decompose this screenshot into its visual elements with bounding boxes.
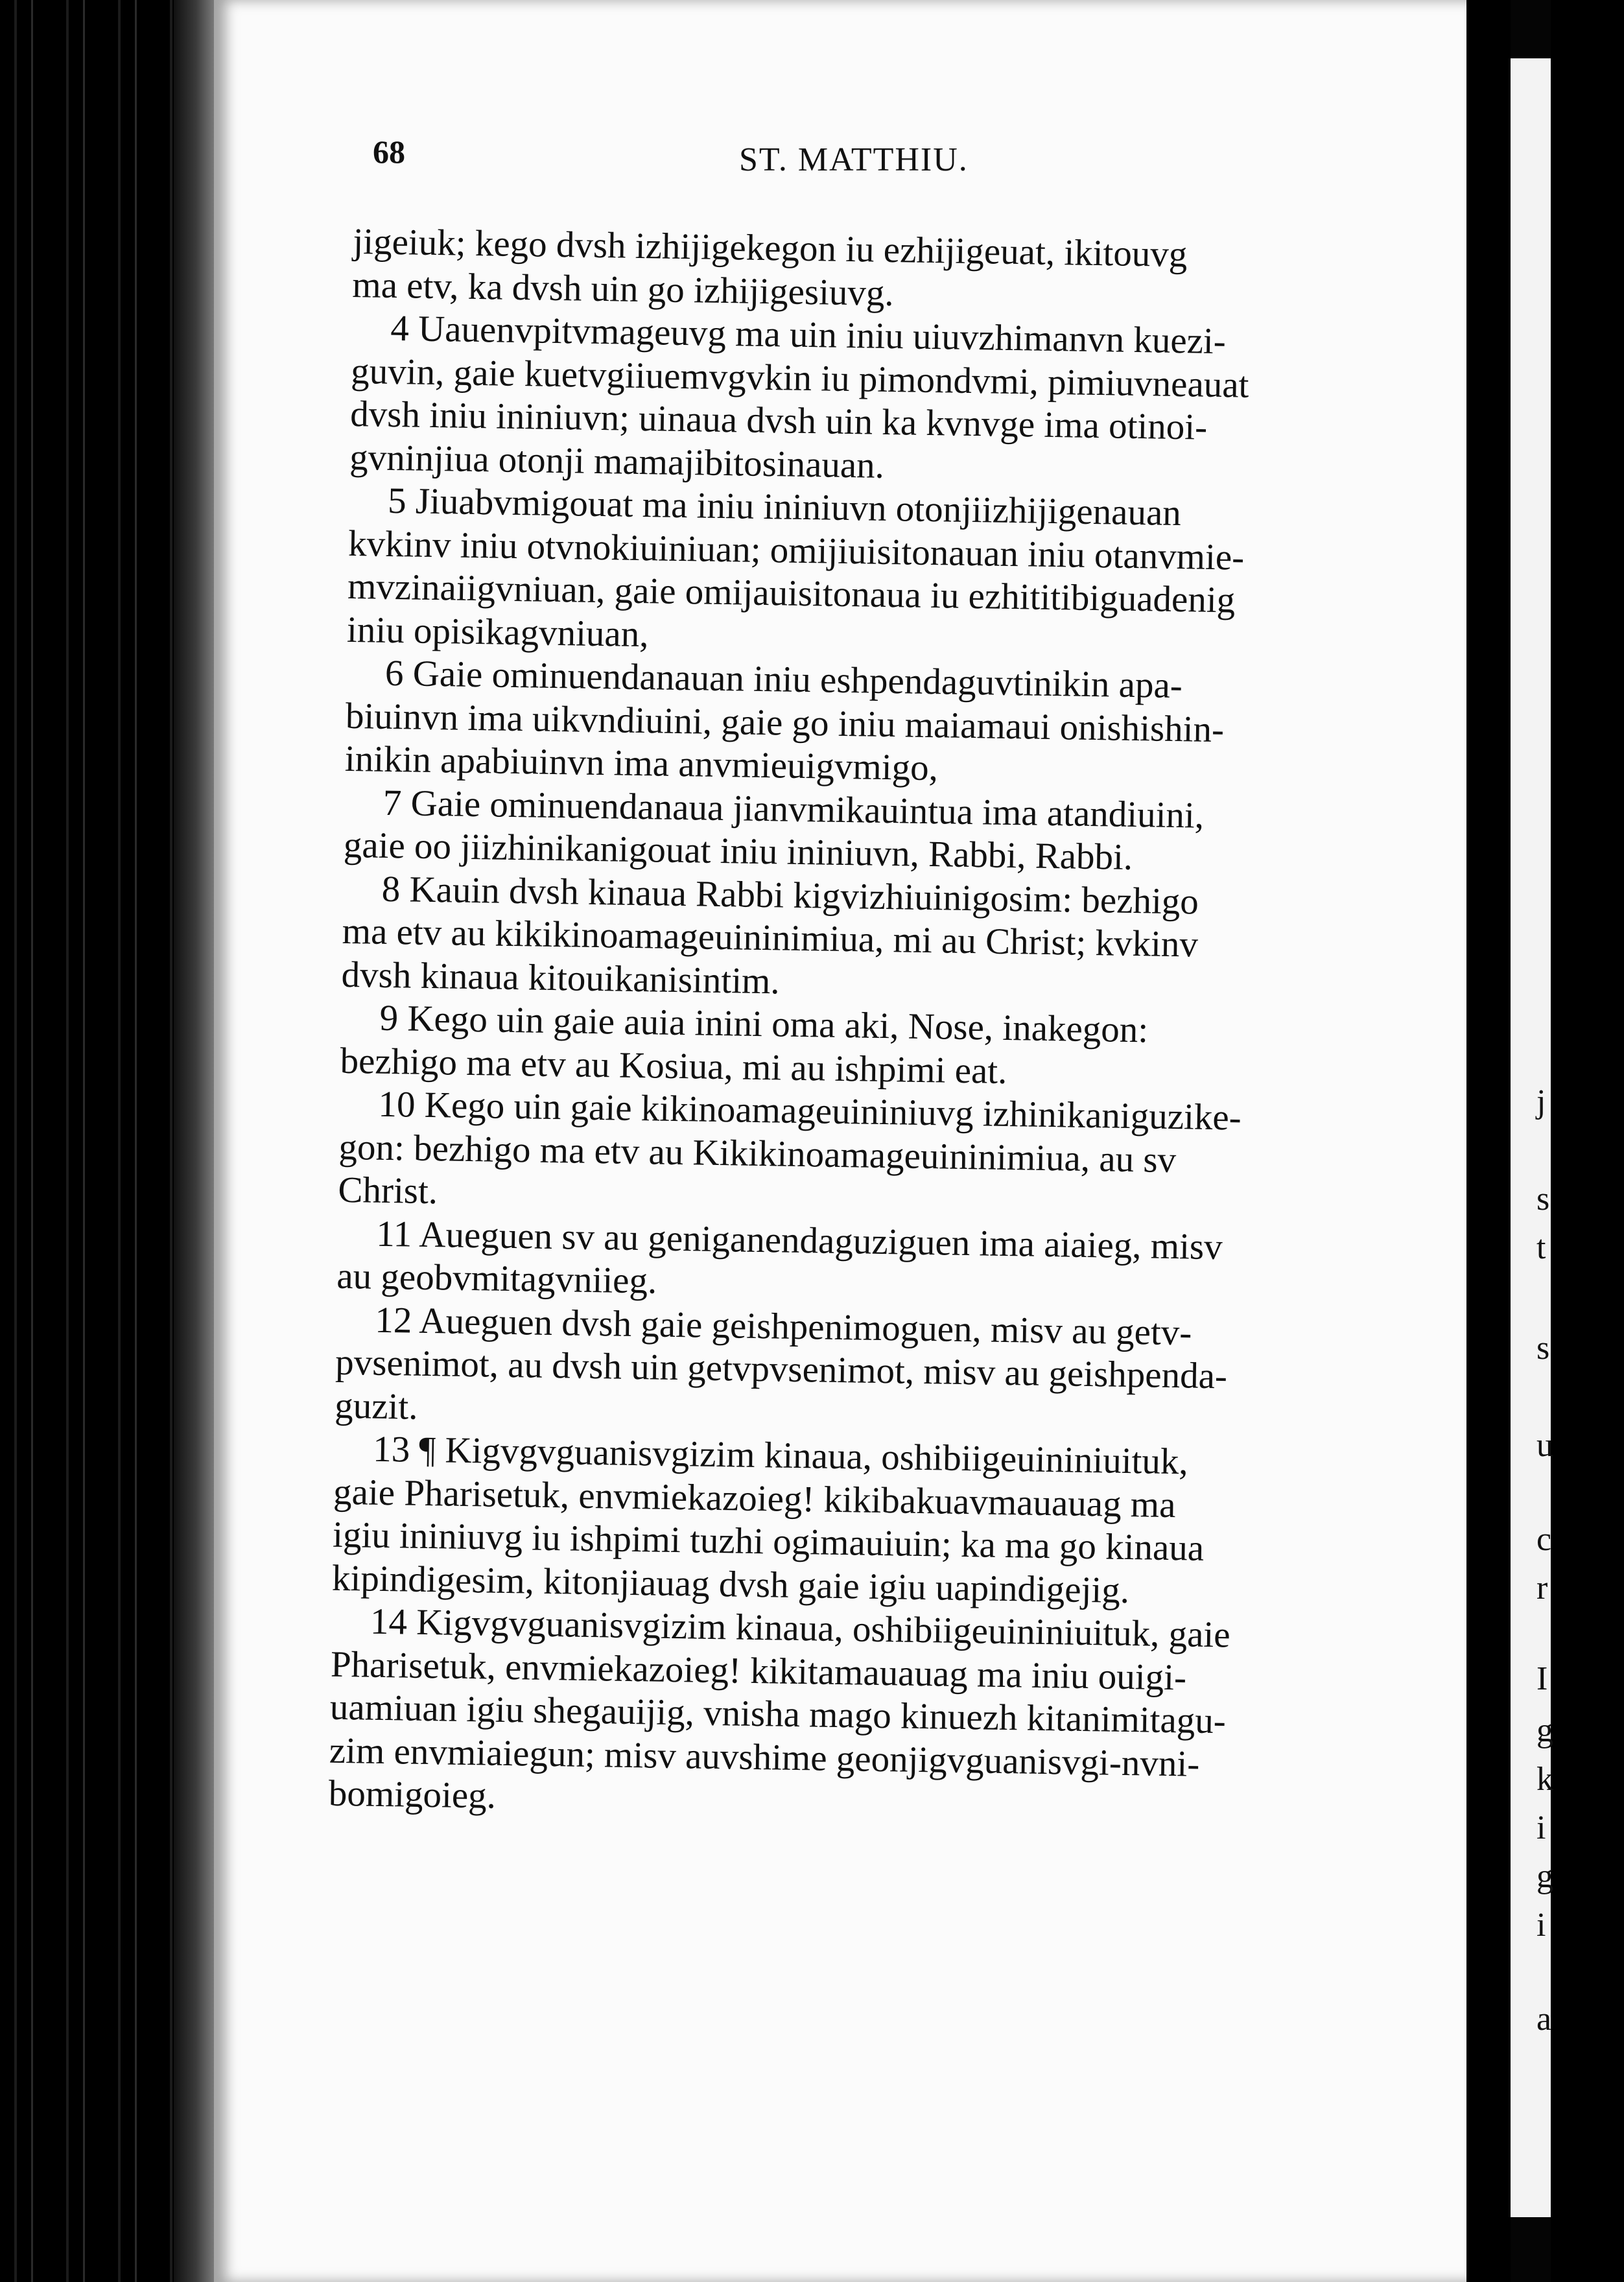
text-line: iniu opisikagvniuan, xyxy=(346,609,649,655)
facing-fragment: g xyxy=(1536,1712,1553,1749)
facing-page-text-fragments xyxy=(1536,0,1551,2282)
text-line: Christ. xyxy=(338,1169,438,1212)
text-line: ma etv au kikikinoamageuininimiua, mi au Christ; kvkinv xyxy=(342,910,1199,965)
text-line: Pharisetuk, envmiekazoieg! kikitamauauag ma iniu ouigi- xyxy=(330,1643,1187,1698)
verse-8-start: 8 Kauin dvsh kinaua Rabbi kigvizhiuinigosim: bezhigo xyxy=(381,868,1199,923)
facing-fragment: I xyxy=(1536,1660,1548,1697)
verse-14-start: 14 Kigvgvguanisvgizim kinaua, oshibiigeuininiuituk, gaie xyxy=(370,1601,1231,1656)
text-line: uamiuan igiu shegauijig, vnisha mago kinuezh kitanimitagu- xyxy=(329,1686,1227,1742)
verse-5-start: 5 Jiuabvmigouat ma iniu ininiuvn otonjiizhijigenauan xyxy=(387,480,1182,534)
facing-fragment: g xyxy=(1536,1858,1553,1895)
facing-fragment: r xyxy=(1536,1570,1548,1606)
page-header xyxy=(214,133,1466,185)
verse-10-start: 10 Kego uin gaie kikinoamageuininiuvg izhinikaniguzike- xyxy=(378,1083,1242,1138)
facing-fragment: s xyxy=(1536,1330,1550,1367)
text-line: dvsh iniu ininiuvn; uinaua dvsh uin ka kvnvge ima otinoi- xyxy=(349,393,1208,448)
text-line: gon: bezhigo ma etv au Kikikinoamageuininimiua, au sv xyxy=(338,1126,1177,1181)
scripture-text xyxy=(328,220,1623,1835)
facing-fragment: i xyxy=(1536,1907,1546,1944)
verse-7-start: 7 Gaie ominuendanaua jianvmikauintua ima atandiuini, xyxy=(382,782,1205,836)
text-line: biuinvn ima uikvndiuini, gaie go iniu maiamaui onishishin- xyxy=(345,695,1225,750)
text-line: inikin apabiuinvn ima anvmieuigvmigo, xyxy=(344,738,939,789)
text-line: pvsenimot, au dvsh uin getvpvsenimot, misv au geishpenda- xyxy=(335,1341,1228,1397)
verse-11-start: 11 Aueguen sv au geniganendaguziguen ima aiaieg, misv xyxy=(375,1213,1223,1267)
verse-6-start: 6 Gaie ominuendanauan iniu eshpendaguvtinikin apa- xyxy=(384,652,1183,707)
facing-fragment: t xyxy=(1536,1229,1546,1266)
verse-4-start: 4 Uauenvpitvmageuvg ma uin iniu uiuvzhimanvn kuezi- xyxy=(390,307,1227,362)
text-line: ma etv, ka dvsh uin go izhijigesiuvg. xyxy=(351,264,895,314)
facing-fragment: s xyxy=(1536,1181,1550,1217)
running-title: ST. MATTHIU. xyxy=(739,141,969,178)
facing-fragment: c xyxy=(1536,1521,1552,1558)
verse-12-start: 12 Aueguen dvsh gaie geishpenimoguen, misv au getv- xyxy=(374,1299,1192,1354)
text-line: gaie oo jiizhinikanigouat iniu ininiuvn, Rabbi, Rabbi. xyxy=(343,824,1133,878)
text-line: kvkinv iniu otvnokiuiniuan; omijiuisitonauan iniu otanvmie- xyxy=(347,523,1245,578)
text-line: igiu ininiuvg iu ishpimi tuzhi ogimauiuin; ka ma go kinaua xyxy=(332,1514,1205,1569)
page-number: 68 xyxy=(373,134,405,170)
text-line: bomigoieg. xyxy=(328,1772,497,1817)
facing-fragment: j xyxy=(1536,1083,1546,1120)
text-line: gvninjiua otonji mamajibitosinauan. xyxy=(349,436,885,486)
verse-13-start: 13 ¶ Kigvgvguanisvgizim kinaua, oshibiigeuininiuituk, xyxy=(372,1428,1189,1483)
text-line: dvsh kinaua kitouikanisintim. xyxy=(341,954,781,1002)
verse-9-start: 9 Kego uin gaie auia inini oma aki, Nose, inakegon: xyxy=(379,997,1149,1051)
text-line: bezhigo ma etv au Kosiua, mi au ishpimi eat. xyxy=(340,1040,1007,1092)
book-page xyxy=(214,0,1466,2282)
page-edge-shadow xyxy=(174,0,214,2282)
facing-fragment: a xyxy=(1536,2001,1552,2038)
facing-fragment: k xyxy=(1536,1761,1553,1798)
text-line: au geobvmitagvniieg. xyxy=(336,1255,657,1302)
text-line: kipindigesim, kitonjiauag dvsh gaie igiu uapindigejig. xyxy=(331,1557,1130,1611)
facing-page-shadow xyxy=(1466,0,1511,2282)
text-line: guzit. xyxy=(334,1385,419,1428)
text-line: mvzinaiigvniuan, gaie omijauisitonaua iu ezhititibiguadenig xyxy=(347,565,1236,621)
text-line: zim envmiaiegun; misv auvshime geonjigvguanisvgi-nvni- xyxy=(329,1730,1200,1785)
text-line: jigeiuk; kego dvsh izhijigekegon iu ezhijigeuat, ikitouvg xyxy=(352,220,1188,276)
facing-fragment: i xyxy=(1536,1809,1546,1846)
text-line: guvin, gaie kuetvgiiuemvgvkin iu pimondvmi, pimiuvneauat xyxy=(350,350,1249,406)
text-line: gaie Pharisetuk, envmiekazoieg! kikibakuavmauauag ma xyxy=(333,1471,1176,1525)
facing-fragment: u xyxy=(1536,1427,1553,1464)
